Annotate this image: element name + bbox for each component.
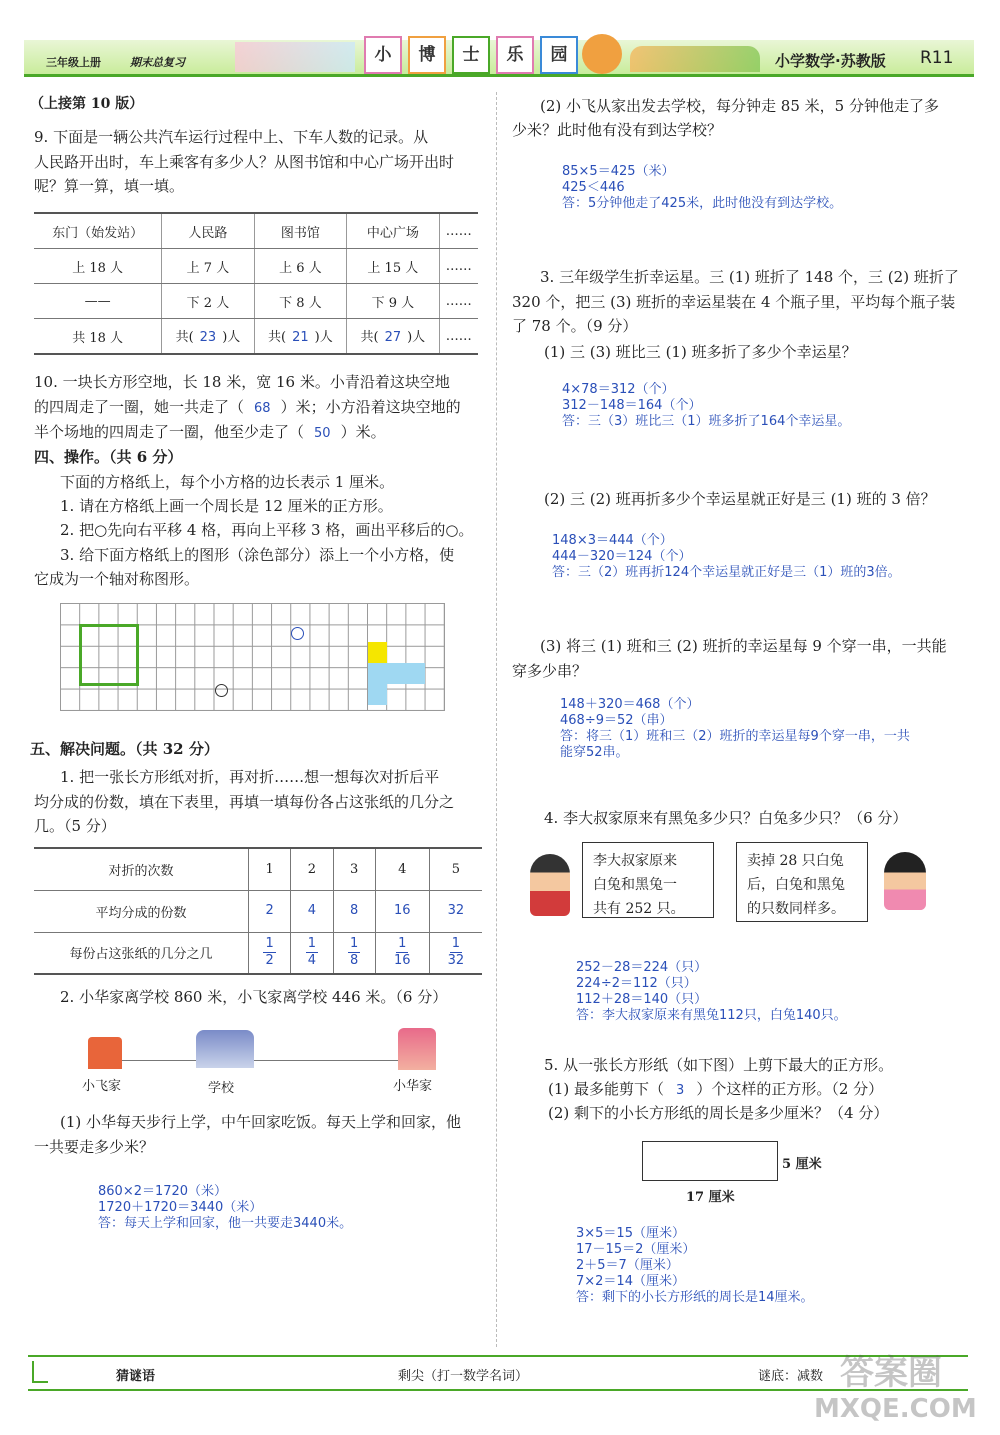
answer-line: 1720＋1720＝3440（米）: [98, 1200, 263, 1215]
answer-line: 444－320＝124（个）: [552, 549, 692, 564]
answer-q3-1: [562, 382, 850, 430]
fraction-cell: [249, 932, 291, 974]
q3-1-text: (1) 三 (3) 班比三 (1) 班多折了多少个幸运星？: [544, 343, 857, 361]
bus-cell: 上 15 人: [347, 249, 439, 284]
fraction-cell: [375, 932, 429, 974]
table-row: [34, 848, 482, 890]
answer-q2-2: [562, 164, 842, 212]
bus-header-cell: 图书馆: [254, 213, 346, 249]
table-row: [34, 890, 482, 932]
q5-1-part: (1) 最多能剪下（: [548, 1080, 665, 1098]
answer-line: 312－148＝164（个）: [562, 398, 702, 413]
page-footer: [28, 1355, 968, 1391]
house-icon: [88, 1037, 122, 1069]
total-prefix: 共(: [175, 330, 194, 345]
answer-line: 答：每天上学和回家，他一共要走3440米。: [98, 1216, 353, 1231]
answer-line: 148＋320＝468（个）: [560, 697, 700, 712]
answer-q4: [576, 960, 847, 1024]
q2-2-text-2: 少米？此时他有没有到达学校？: [512, 121, 723, 139]
bus-total-cell: [347, 319, 439, 355]
answer-line: 425＜446: [562, 180, 625, 195]
total-answer: 23: [199, 330, 217, 345]
answer-q3-3: [560, 697, 910, 761]
fraction-denominator: 8: [349, 953, 359, 969]
bubble-line: 卖掉 28 只白兔: [747, 853, 844, 869]
q10-part: ）米；小方沿着这块空地的: [280, 398, 461, 416]
q9-text-3: 呢？算一算，填一填。: [34, 177, 185, 195]
s4-task-3a: 3. 给下面方格纸上的图形（涂色部分）添上一个小方格，使: [60, 546, 455, 564]
answer-line: 7×2＝14（厘米）: [576, 1274, 685, 1289]
q9-text-1: 9. 下面是一辆公共汽车运行过程中上、下车人数的记录。从: [34, 128, 429, 146]
bus-cell: ——: [34, 284, 162, 319]
total-prefix: 共(: [360, 330, 379, 345]
watermark-stamp: 答案圈: [840, 1353, 942, 1393]
speech-bubble-2: [736, 842, 868, 922]
bus-cell: 上 6 人: [254, 249, 346, 284]
paper-rectangle: [642, 1141, 778, 1181]
q10-part: ）米。: [340, 423, 386, 441]
lion-mascot-icon: [582, 34, 622, 74]
fold-answer-cell: 8: [333, 890, 375, 932]
continued-label: （上接第 10 版）: [30, 96, 144, 112]
bubble-line: 李大叔家原来: [593, 853, 677, 869]
bus-total-cell: [254, 319, 346, 355]
bus-cell: ……: [439, 319, 478, 355]
bus-cell: 下 2 人: [162, 284, 254, 319]
answer-line: 2＋5＝7（厘米）: [576, 1258, 679, 1273]
bus-header-cell: ……: [439, 213, 478, 249]
q10-text-1: 10. 一块长方形空地，长 18 米，宽 16 米。小青沿着这块空地: [34, 373, 450, 391]
fraction-numerator: 1: [451, 936, 461, 952]
fold-answer-cell: 4: [291, 890, 333, 932]
fraction-numerator: 1: [265, 936, 274, 952]
bus-cell: 上 18 人: [34, 249, 162, 284]
uncle-character-icon: [530, 854, 570, 916]
watermark-text: MXQE.COM: [814, 1394, 977, 1424]
answer-line: 能穿52串。: [560, 745, 629, 760]
fraction-numerator: 1: [349, 936, 359, 952]
rect-width-label: 5 厘米: [782, 1157, 822, 1172]
bubble-line: 白兔和黑兔一: [593, 877, 677, 893]
bus-cell: 共 18 人: [34, 319, 162, 355]
fold-row-label: 每份占这张纸的几分之几: [34, 932, 249, 974]
table-row: [34, 319, 478, 355]
translated-circle-icon: [291, 627, 304, 640]
q4-text: 4. 李大叔家原来有黑兔多少只？白兔多少只？（6 分）: [544, 809, 908, 827]
bubble-line: 的只数同样多。: [747, 901, 845, 917]
title-char-3: 士: [452, 36, 490, 74]
place-label: 小华家: [393, 1079, 433, 1094]
title-char-2: 博: [408, 36, 446, 74]
q5-text: 5. 从一张长方形纸（如下图）上剪下最大的正方形。: [544, 1056, 894, 1074]
q3-text-3: 了 78 个。（9 分）: [512, 317, 638, 335]
table-row: [34, 284, 478, 319]
total-suffix: )人: [314, 330, 333, 345]
answer-line: 17－15＝2（厘米）: [576, 1242, 696, 1257]
fraction-cell: [429, 932, 482, 974]
footer-corner-icon: [32, 1361, 48, 1383]
q10-text-2: [34, 395, 461, 419]
s5-q2-1-text-2: 一共要走多少米？: [34, 1138, 155, 1156]
s5-q1-text-2: 均分成的份数，填在下表里，再填一填每份各占这张纸的几分之: [34, 793, 455, 811]
s4-task-3b: 它成为一个轴对称图形。: [34, 570, 200, 588]
fold-cell: 5: [429, 848, 482, 890]
total-answer: 27: [384, 330, 402, 345]
answer-line: 答：剩下的小长方形纸的周长是14厘米。: [576, 1290, 814, 1305]
q10-text-3: [34, 420, 386, 444]
s4-task-2: 2. 把○先向右平移 4 格，再向上平移 3 格，画出平移后的○。: [60, 521, 474, 539]
q9-text-2: 人民路开出时，车上乘客有多少人？从图书馆和中心广场开出时: [34, 153, 455, 171]
fold-row-label: 平均分成的份数: [34, 890, 249, 932]
answer-line: 860×2＝1720（米）: [98, 1184, 228, 1199]
fold-row-label: 对折的次数: [34, 848, 249, 890]
s5-q2-text: 2. 小华家离学校 860 米，小飞家离学校 446 米。（6 分）: [60, 988, 448, 1006]
q3-text-1: 3. 三年级学生折幸运星。三 (1) 班折了 148 个，三 (2) 班折了: [540, 268, 959, 286]
shaded-shape-bottom: [368, 684, 387, 705]
column-divider: [496, 92, 497, 1347]
shaded-shape-top: [368, 663, 425, 684]
answer-line: 3×5＝15（厘米）: [576, 1226, 685, 1241]
q3-3-text-2: 穿多少串？: [512, 662, 588, 680]
bus-total-cell: [162, 319, 254, 355]
s5-q1-text-1: 1. 把一张长方形纸对折，再对折……想一想每次对折后平: [60, 768, 440, 786]
answer-q2-1: [98, 1184, 352, 1232]
answer-line: 答：5分钟他走了425米，此时他没有到达学校。: [562, 196, 843, 211]
answer-line: 148×3＝444（个）: [552, 533, 673, 548]
girl-character-icon: [884, 852, 926, 910]
original-circle-icon: [215, 684, 228, 697]
q5-1-answer: 3: [676, 1083, 685, 1098]
bus-header-cell: 中心广场: [347, 213, 439, 249]
total-suffix: )人: [222, 330, 241, 345]
s4-intro: 下面的方格纸上，每个小方格的边长表示 1 厘米。: [60, 473, 395, 491]
q10-answer-2: 50: [314, 426, 331, 441]
q10-answer-1: 68: [254, 401, 271, 416]
bus-cell: ……: [439, 249, 478, 284]
table-row: [34, 932, 482, 974]
bus-cell: 下 9 人: [347, 284, 439, 319]
fraction-denominator: 16: [394, 953, 411, 969]
q5-1-text: [548, 1077, 883, 1101]
answer-line: 4×78＝312（个）: [562, 382, 675, 397]
riddle-answer: 谜底：减数: [758, 1369, 824, 1384]
fold-answer-cell: 2: [249, 890, 291, 932]
added-square-yellow: [368, 642, 387, 663]
riddle-question: 剩尖（打一数学名词）: [398, 1369, 529, 1384]
fold-cell: 3: [333, 848, 375, 890]
title-char-5: 园: [540, 36, 578, 74]
bubble-line: 共有 252 只。: [593, 901, 685, 917]
review-label: 期末总复习: [130, 56, 185, 69]
fraction-denominator: 2: [265, 953, 274, 969]
q3-text-2: 320 个，把三 (3) 班折的幸运星装在 4 个瓶子里，平均每个瓶子装: [512, 293, 956, 311]
header-houses-decoration: [630, 46, 760, 72]
title-char-4: 乐: [496, 36, 534, 74]
fold-cell: 1: [249, 848, 291, 890]
fraction-cell: [291, 932, 333, 974]
title-char-1: 小: [364, 36, 402, 74]
rect-length-label: 17 厘米: [686, 1190, 735, 1205]
bus-table: [34, 212, 478, 355]
answer-line: 答：三（2）班再折124个幸运星就正好是三（1）班的3倍。: [552, 565, 901, 580]
answer-q5: [576, 1226, 814, 1306]
header-decoration: [235, 42, 355, 72]
bus-header-cell: 人民路: [162, 213, 254, 249]
total-answer: 21: [292, 330, 309, 345]
total-suffix: )人: [407, 330, 426, 345]
q3-3-text-1: (3) 将三 (1) 班和三 (2) 班折的幸运星每 9 个穿一串，一共能: [540, 637, 947, 655]
table-row: [34, 249, 478, 284]
q3-2-text: (2) 三 (2) 班再折多少个幸运星就正好是三 (1) 班的 3 倍？: [544, 490, 936, 508]
answer-line: 答：李大叔家原来有黑兔112只，白兔140只。: [576, 1008, 847, 1023]
answer-line: 答：三（3）班比三（1）班多折了164个幸运星。: [562, 414, 851, 429]
q10-part: 半个场地的四周走了一圈，他至少走了（: [34, 423, 305, 441]
answer-line: 85×5＝425（米）: [562, 164, 675, 179]
s5-q2-1-text-1: (1) 小华每天步行上学，中午回家吃饭。每天上学和回家，他: [60, 1113, 462, 1131]
section-4-title: 四、操作。（共 6 分）: [34, 448, 183, 466]
bus-cell: 下 8 人: [254, 284, 346, 319]
grade-label: 三年级上册: [46, 56, 101, 69]
q2-2-text-1: (2) 小飞从家出发去学校，每分钟走 85 米，5 分钟他走了多: [540, 97, 939, 115]
table-row: [34, 213, 478, 249]
total-prefix: 共(: [268, 330, 287, 345]
drawn-square: [79, 624, 139, 686]
fold-cell: 2: [291, 848, 333, 890]
fraction-numerator: 1: [307, 936, 317, 952]
route-line: [118, 1060, 408, 1061]
place-label: 小飞家: [82, 1079, 122, 1094]
fold-table: [34, 847, 482, 975]
answer-line: 468÷9＝52（串）: [560, 713, 673, 728]
s4-task-1: 1. 请在方格纸上画一个周长是 12 厘米的正方形。: [60, 497, 393, 515]
subject-label: 小学数学·苏教版: [775, 52, 886, 70]
bus-cell: 上 7 人: [162, 249, 254, 284]
s5-q1-text-3: 几。（5 分）: [34, 817, 116, 835]
answer-line: 答：将三（1）班和三（2）班折的幸运星每9个穿一串，一共: [560, 729, 910, 744]
answer-line: 112＋28＝140（只）: [576, 992, 708, 1007]
school-icon: [196, 1030, 254, 1068]
answer-line: 224÷2＝112（只）: [576, 976, 697, 991]
q5-2-text: (2) 剩下的小长方形纸的周长是多少厘米？（4 分）: [548, 1104, 889, 1122]
section-5-title: 五、解决问题。（共 32 分）: [30, 740, 219, 758]
page-header: [0, 38, 1000, 84]
answer-line: 252－28＝224（只）: [576, 960, 708, 975]
speech-bubble-1: [582, 842, 714, 918]
q5-1-part: ）个这样的正方形。（2 分）: [696, 1080, 884, 1098]
place-label: 学校: [208, 1081, 235, 1096]
bus-cell: ……: [439, 284, 478, 319]
fraction-denominator: 32: [447, 953, 465, 969]
bus-header-cell: 东门（始发站）: [34, 213, 162, 249]
answer-q3-2: [552, 533, 901, 581]
fold-cell: 4: [375, 848, 429, 890]
fold-answer-cell: 32: [429, 890, 482, 932]
fraction-cell: [333, 932, 375, 974]
page-code: R11: [920, 48, 954, 68]
bubble-line: 后，白兔和黑兔: [747, 877, 845, 893]
apartment-icon: [398, 1028, 436, 1070]
fraction-denominator: 4: [307, 953, 317, 969]
q10-part: 的四周走了一圈，她一共走了（: [34, 398, 245, 416]
fraction-numerator: 1: [398, 936, 407, 952]
riddle-label: 猜谜语: [116, 1369, 156, 1384]
fold-answer-cell: 16: [375, 890, 429, 932]
